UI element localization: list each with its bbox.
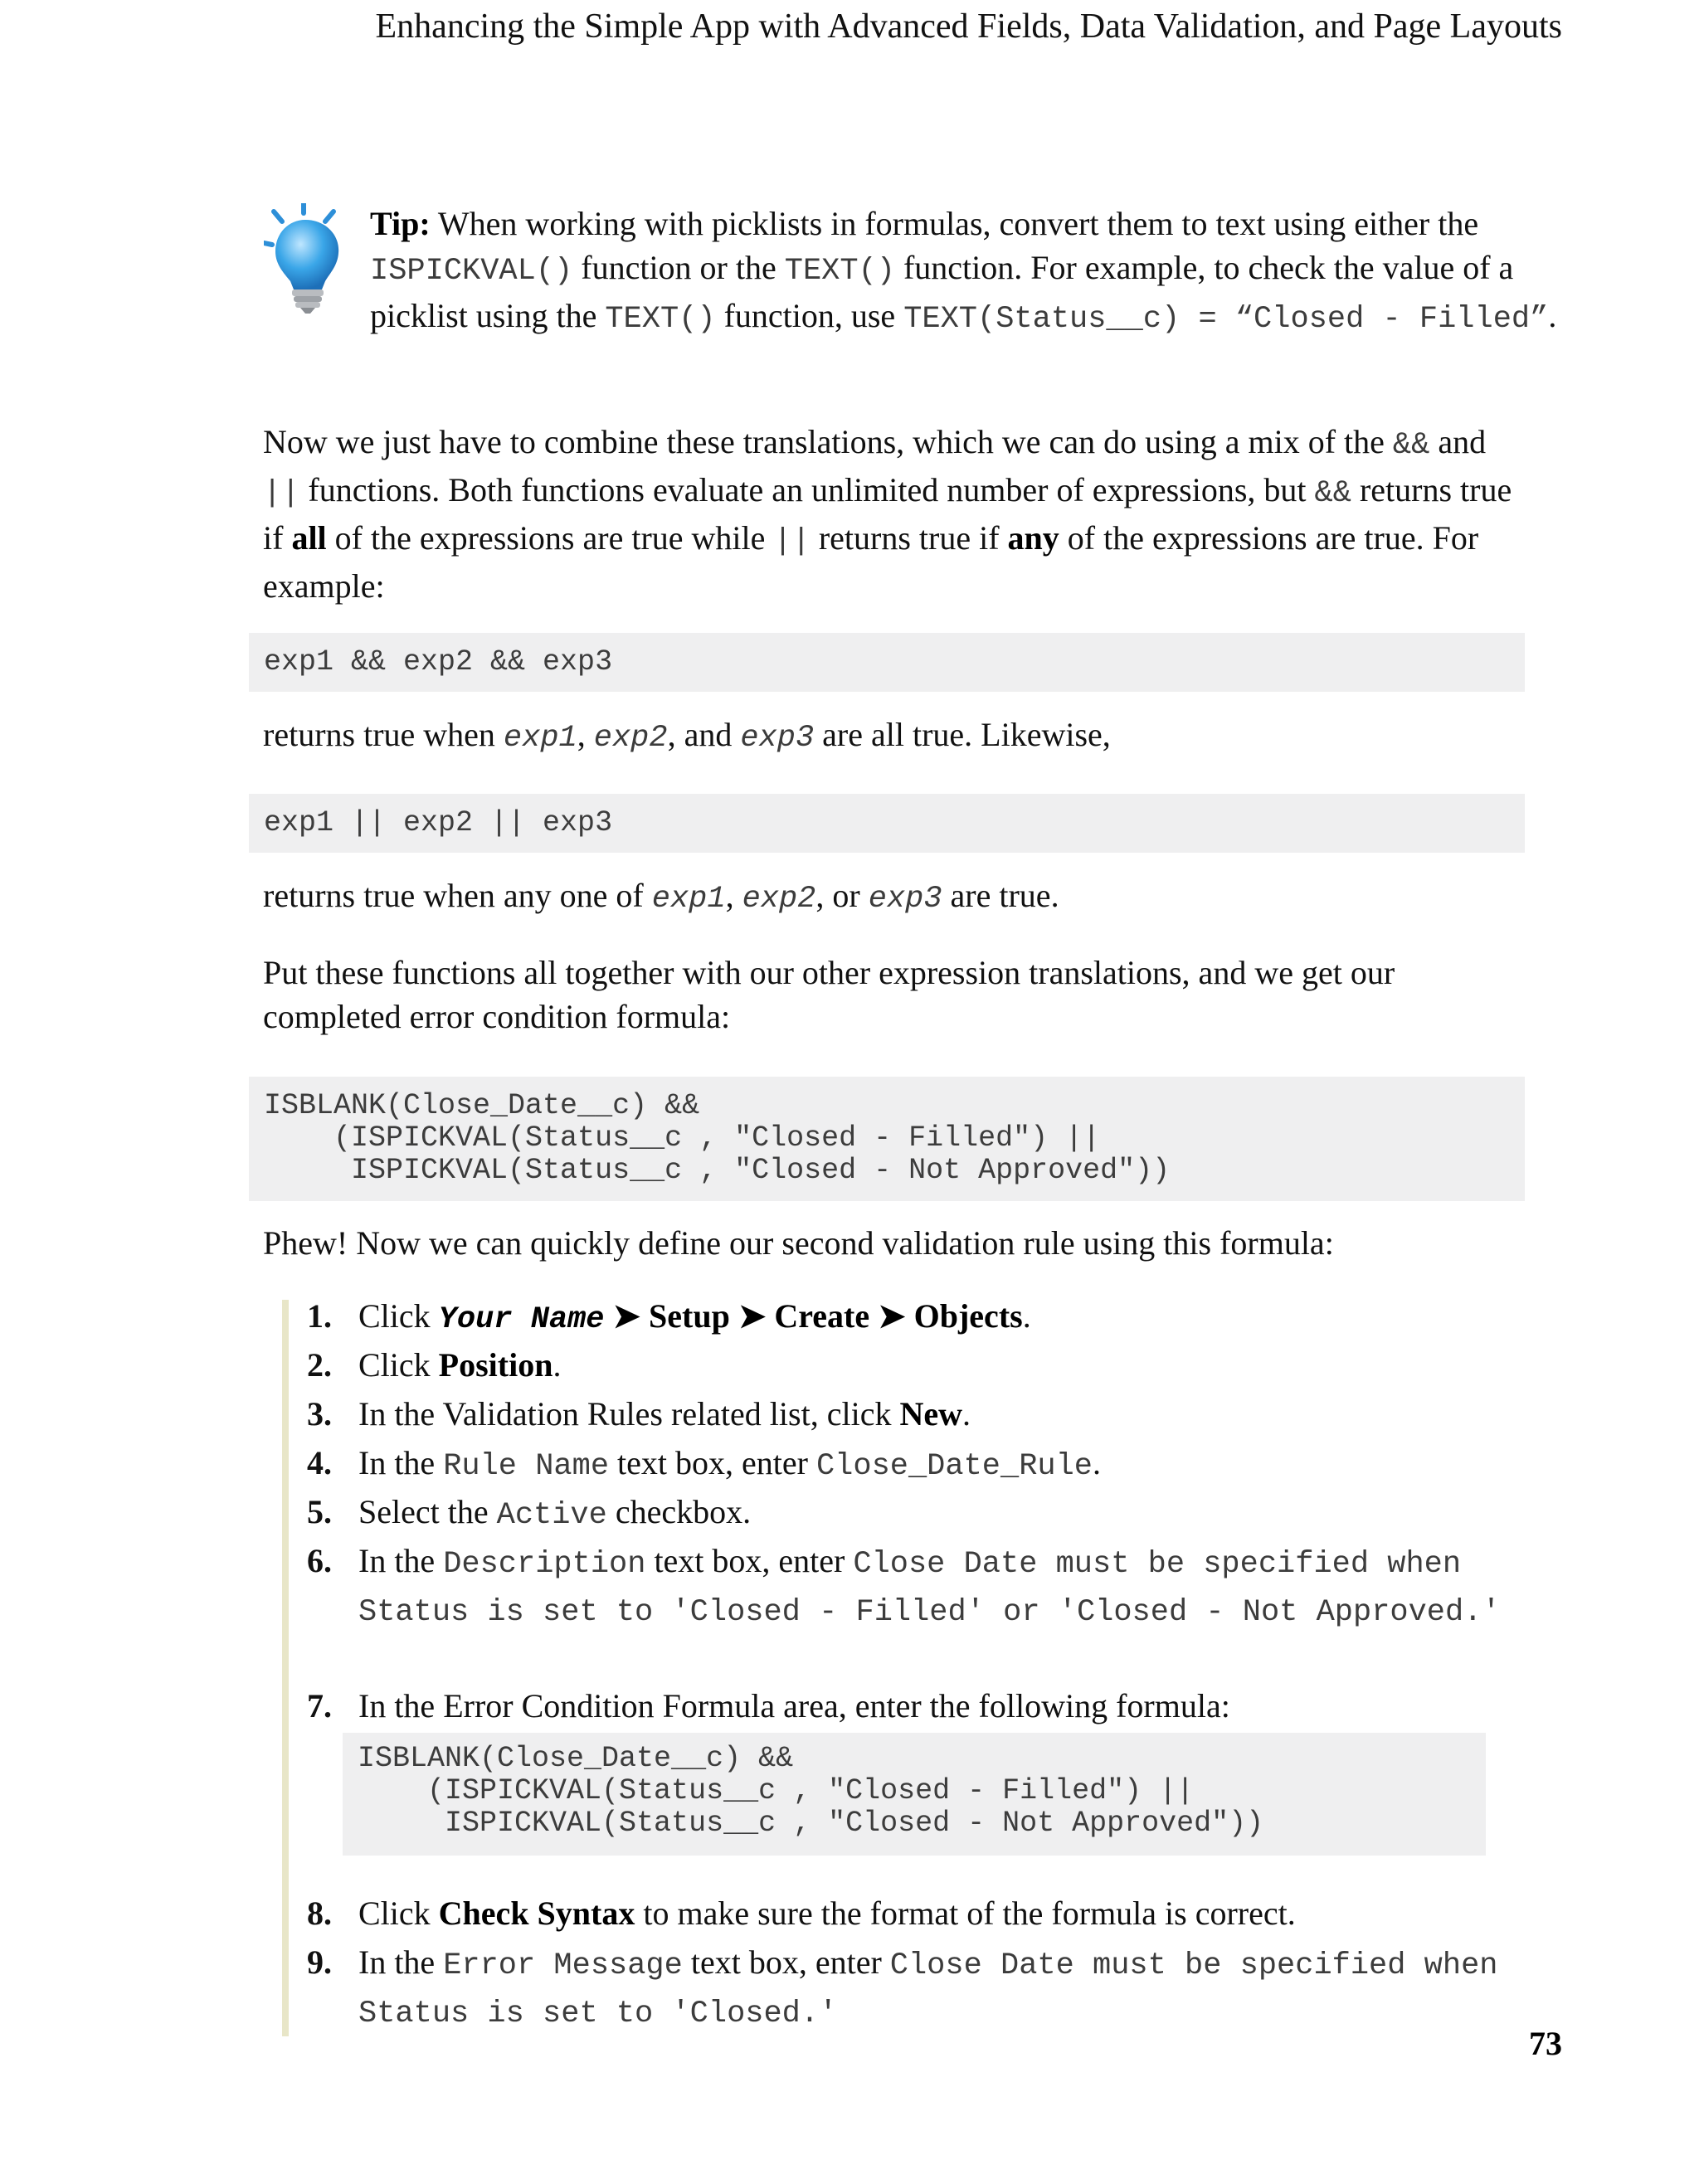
paragraph-combine: Now we just have to combine these translations, which we can do using a mix of the && and || functions. Both functions evaluate an unlimited number of expressions, but && returns true if all of the expressions are true while || returns true if any of the expressions are true. For example: xyxy=(263,423,1512,605)
steps-sidebar-rule xyxy=(282,1300,289,2036)
paragraph-phew: Phew! Now we can quickly define our second validation rule using this formula: xyxy=(263,1224,1334,1262)
paragraph-or-result: returns true when any one of exp1, exp2, or exp3 are true. xyxy=(263,877,1059,917)
running-head: Enhancing the Simple App with Advanced Fields, Data Validation, and Page Layouts xyxy=(375,7,1562,46)
code-block-formula: ISBLANK(Close_Date__c) && (ISPICKVAL(Status__c , "Closed - Filled") || ISPICKVAL(Status__c , "Closed - Not Approved")) xyxy=(249,1077,1525,1201)
paragraph-put-together: Put these functions all together with our other expression translations, and we get our completed error condition formula: xyxy=(263,954,1395,1035)
tip-text: Tip: When working with picklists in formulas, convert them to text using either the ISPICKVAL() function or the TEXT() function. For example, to check the value of a picklist using the TEXT() function, use TEXT(Status__c) = “Closed - Filled”. xyxy=(370,205,1557,337)
code-block-or: exp1 || exp2 || exp3 xyxy=(249,794,1525,853)
code-block-step-formula: ISBLANK(Close_Date__c) && (ISPICKVAL(Status__c , "Closed - Filled") || ISPICKVAL(Status__c , "Closed - Not Approved")) xyxy=(343,1733,1486,1856)
code-block-and: exp1 && exp2 && exp3 xyxy=(249,633,1525,692)
lightbulb-icon xyxy=(264,203,347,315)
paragraph-and-result: returns true when exp1, exp2, and exp3 are all true. Likewise, xyxy=(263,716,1111,756)
tip-label: Tip: xyxy=(370,205,431,242)
tip-box xyxy=(264,202,1558,342)
page-number: 73 xyxy=(1529,2025,1562,2062)
